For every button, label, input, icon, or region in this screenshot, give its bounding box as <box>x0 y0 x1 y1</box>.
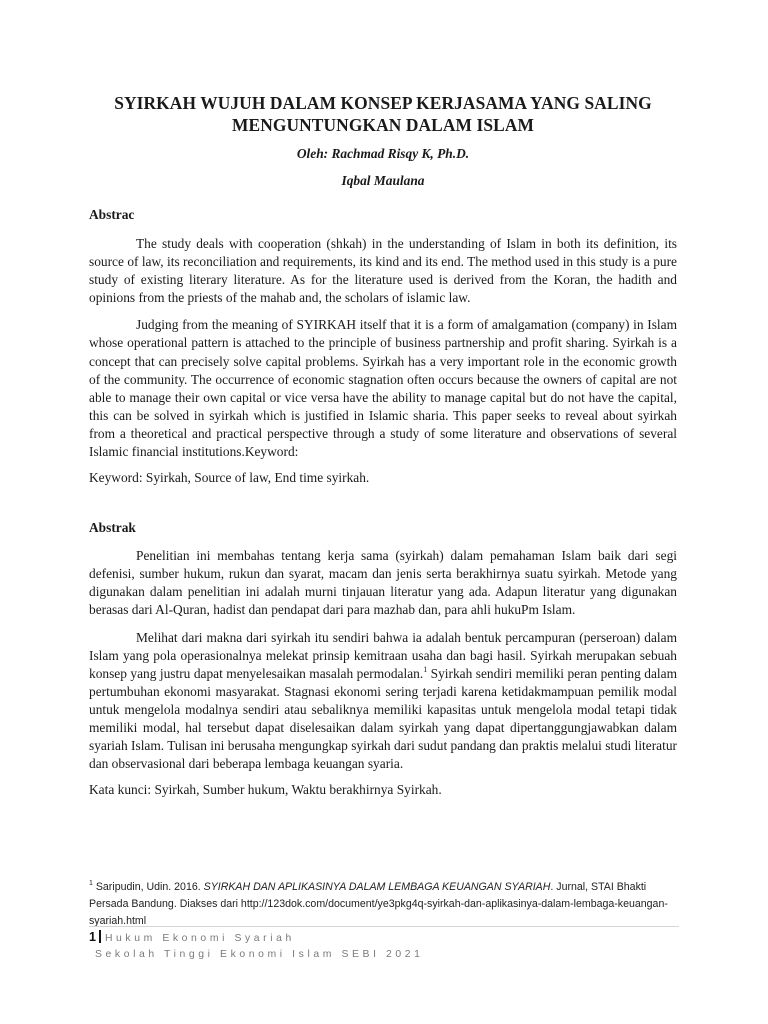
footnote <box>89 879 679 930</box>
footer-line-1 <box>89 929 679 947</box>
page-number: 1 <box>89 930 96 944</box>
footer-course: Hukum Ekonomi Syariah <box>104 933 295 944</box>
abstract-id-paragraph-2-part-1: Melihat dari makna dari syirkah itu sendiri bahwa ia adalah bentuk percampuran (perseroan) dalam Islam yang pola operasionalnya melekat prinsip kemitraan usaha dan bagi hasil. Syirkah merupakan sebuah konsep yang justru dapat menyelesaikan masalah permodalan. <box>89 629 677 681</box>
footnote-reference[interactable]: 1 <box>423 664 428 674</box>
abstract-id-paragraph-2 <box>89 629 677 774</box>
footnote-number: 1 <box>89 880 93 887</box>
footnote-italic-title: SYIRKAH DAN APLIKASINYA DALAM LEMBAGA KEUANGAN SYARIAH <box>203 881 551 893</box>
author-line-2: Iqbal Maulana <box>341 173 425 188</box>
abstract-id-paragraph-2-part-2: Syirkah sendiri memiliki peran penting dalam pertumbuhan ekonomi masyarakat. Stagnasi ekonomi sering terjadi karena ketidakmampuan pemilik modal untuk mengelola modalnya sendiri atau sebaliknya memiliki kapasitas untuk mengelola modal tetapi tidak memiliki modal, hal tersebut dapat diselesaikan dalam syirkah yang dapat dipertanggungjawabkan dalam syariah Islam. Tulisan ini berusaha mengungkap syirkah dari sudut pandang dan praktis melalui studi literatur dan observasional dari beberapa lembaga keuangan syaria. <box>89 665 677 772</box>
document-title <box>89 92 677 136</box>
title-line-2: MENGUNTUNGKAN DALAM ISLAM <box>231 115 534 135</box>
footer-line-2: Sekolah Tinggi Ekonomi Islam SEBI 2021 <box>95 949 424 960</box>
abstract-en-heading: Abstrac <box>89 207 135 222</box>
page-footer <box>89 929 679 963</box>
abstract-id-paragraph-1: Penelitian ini membahas tentang kerja sama (syirkah) dalam pemahaman Islam baik dari segi defenisi, sumber hukum, rukun dan syarat, macam dan jenis serta berakhirnya suatu syirkah. Metode yang digunakan dalam penelitian ini adalah murni tinjauan literatur yang ada. Adapun literatur yang digunakan berasas dari Al-Quran, hadist dan pendapat dari para mazhab dan, para ahli hukuPm Islam. <box>89 548 677 618</box>
footnote-text-before: Saripudin, Udin. 2016. <box>92 881 204 893</box>
abstract-en-paragraph-1: The study deals with cooperation (shkah) in the understanding of Islam in both its definition, its source of law, its reconciliation and requirements, its kind and its end. The method used in this study is a pure study of existing literary literature. As for the literature used is derived from the Koran, the hadith and opinions from the priests of the mahab and, the scholars of islamic law. <box>89 236 677 306</box>
title-line-1: SYIRKAH WUJUH DALAM KONSEP KERJASAMA YANG SALING <box>114 93 652 113</box>
footnote-text-after: . Jurnal, STAI Bhakti Persada Bandung. Diakses dari http://123dok.com/document/ye3pkg4q-syirkah-dan-aplikasinya-dalam-lembaga-keuangan-syariah.html <box>89 881 668 927</box>
abstract-en-keywords: Keyword: Syirkah, Source of law, End time syirkah. <box>89 470 370 486</box>
footer-divider <box>89 926 679 927</box>
footer-separator <box>99 930 101 943</box>
author-line-1: Oleh: Rachmad Risqy K, Ph.D. <box>296 146 470 161</box>
abstract-id-keywords: Kata kunci: Syirkah, Sumber hukum, Waktu berakhirnya Syirkah. <box>89 782 442 798</box>
abstract-id-heading: Abstrak <box>89 520 136 536</box>
abstract-en-paragraph-2: Judging from the meaning of SYIRKAH itself that it is a form of amalgamation (company) in Islam whose operational pattern is attached to the principle of business partnership and profit sharing. Syirkah is a concept that can precisely solve capital problems. Syirkah has a very important role in the economic growth of the community. The occurrence of economic stagnation often occurs because the owners of capital are not able to manage their own capital or vice versa have the ability to manage capital but do not have the capital, this can be solved in syirkah which is justified in Islamic sharia. This paper seeks to reveal about syirkah from a theoretical and practical perspective through a study of some literature and observations of several Islamic financial institutions.Keyword: <box>89 317 677 460</box>
page-body <box>89 92 677 798</box>
